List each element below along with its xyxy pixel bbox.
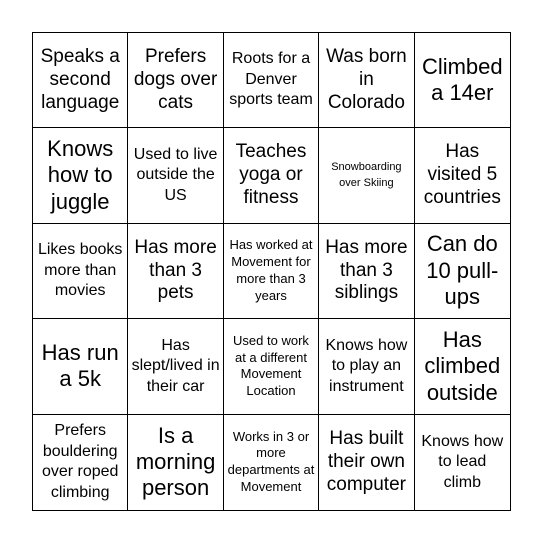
bingo-cell-r4c1[interactable] (33, 319, 128, 414)
bingo-cell-r3c2[interactable] (128, 224, 223, 319)
bingo-cell-text: Has climbed outside (424, 326, 501, 405)
bingo-cell-r5c1[interactable] (33, 415, 128, 510)
bingo-cell-text: Prefers dogs over cats (133, 46, 218, 113)
bingo-cell-text: Snowboarding over Skiing (331, 161, 402, 189)
bingo-cell-r1c2[interactable] (128, 33, 223, 128)
bingo-cell-r5c2[interactable] (128, 415, 223, 510)
bingo-cell-r1c3[interactable] (224, 33, 319, 128)
bingo-cell-text: Knows how to juggle (47, 136, 114, 214)
bingo-cell-r1c5[interactable] (415, 33, 510, 128)
bingo-cell-text: Has slept/lived in their car (131, 336, 220, 395)
bingo-cell-text: Climbed a 14er (421, 53, 503, 106)
bingo-cell-r4c3[interactable] (224, 319, 319, 414)
bingo-cell-text: Knows how to lead climb (421, 432, 504, 491)
bingo-cell-text: Has visited 5 countries (423, 141, 501, 208)
bingo-cell-text: Is a morning person (135, 422, 216, 501)
bingo-cell-r3c5[interactable] (415, 224, 510, 319)
bingo-cell-r2c2[interactable] (128, 128, 223, 223)
bingo-cell-r4c2[interactable] (128, 319, 223, 414)
bingo-cell-r4c5[interactable] (415, 319, 510, 414)
bingo-cell-r3c3[interactable] (224, 224, 319, 319)
bingo-cell-r2c5[interactable] (415, 128, 510, 223)
bingo-cell-text: Has more than 3 pets (134, 236, 217, 304)
bingo-cell-text: Can do 10 pull-ups (426, 231, 499, 310)
bingo-cell-r2c4[interactable] (319, 128, 414, 223)
bingo-cell-text: Used to work at a different Movement Location (233, 332, 309, 399)
bingo-cell-text: Teaches yoga or fitness (235, 141, 307, 208)
bingo-cell-text: Has more than 3 siblings (325, 236, 408, 304)
bingo-cell-r5c5[interactable] (415, 415, 510, 510)
bingo-board (32, 32, 511, 511)
bingo-cell-text: Has run a 5k (41, 340, 119, 392)
bingo-cell-r3c4[interactable] (319, 224, 414, 319)
bingo-cell-r1c1[interactable] (33, 33, 128, 128)
bingo-cell-text: Has worked at Movement for more than 3 years (229, 237, 313, 303)
bingo-cell-text: Prefers bouldering over roped climbing (41, 422, 119, 501)
bingo-cell-r2c1[interactable] (33, 128, 128, 223)
bingo-cell-r5c4[interactable] (319, 415, 414, 510)
bingo-cell-text: Works in 3 or more departments at Movement (227, 428, 315, 495)
bingo-cell-text: Speaks a second language (40, 46, 120, 113)
bingo-cell-text: Likes books more than movies (37, 241, 123, 300)
bingo-cell-text: Knows how to play an instrument (325, 336, 408, 395)
bingo-cell-text: Has built their own computer (326, 428, 406, 495)
bingo-cell-r1c4[interactable] (319, 33, 414, 128)
bingo-cell-text: Was born in Colorado (326, 46, 407, 113)
bingo-cell-r4c4[interactable] (319, 319, 414, 414)
bingo-cell-r5c3[interactable] (224, 415, 319, 510)
bingo-cell-r2c3[interactable] (224, 128, 319, 223)
bingo-cell-text: Used to live outside the US (133, 145, 218, 204)
bingo-cell-text: Roots for a Denver sports team (229, 50, 313, 109)
bingo-cell-r3c1[interactable] (33, 224, 128, 319)
